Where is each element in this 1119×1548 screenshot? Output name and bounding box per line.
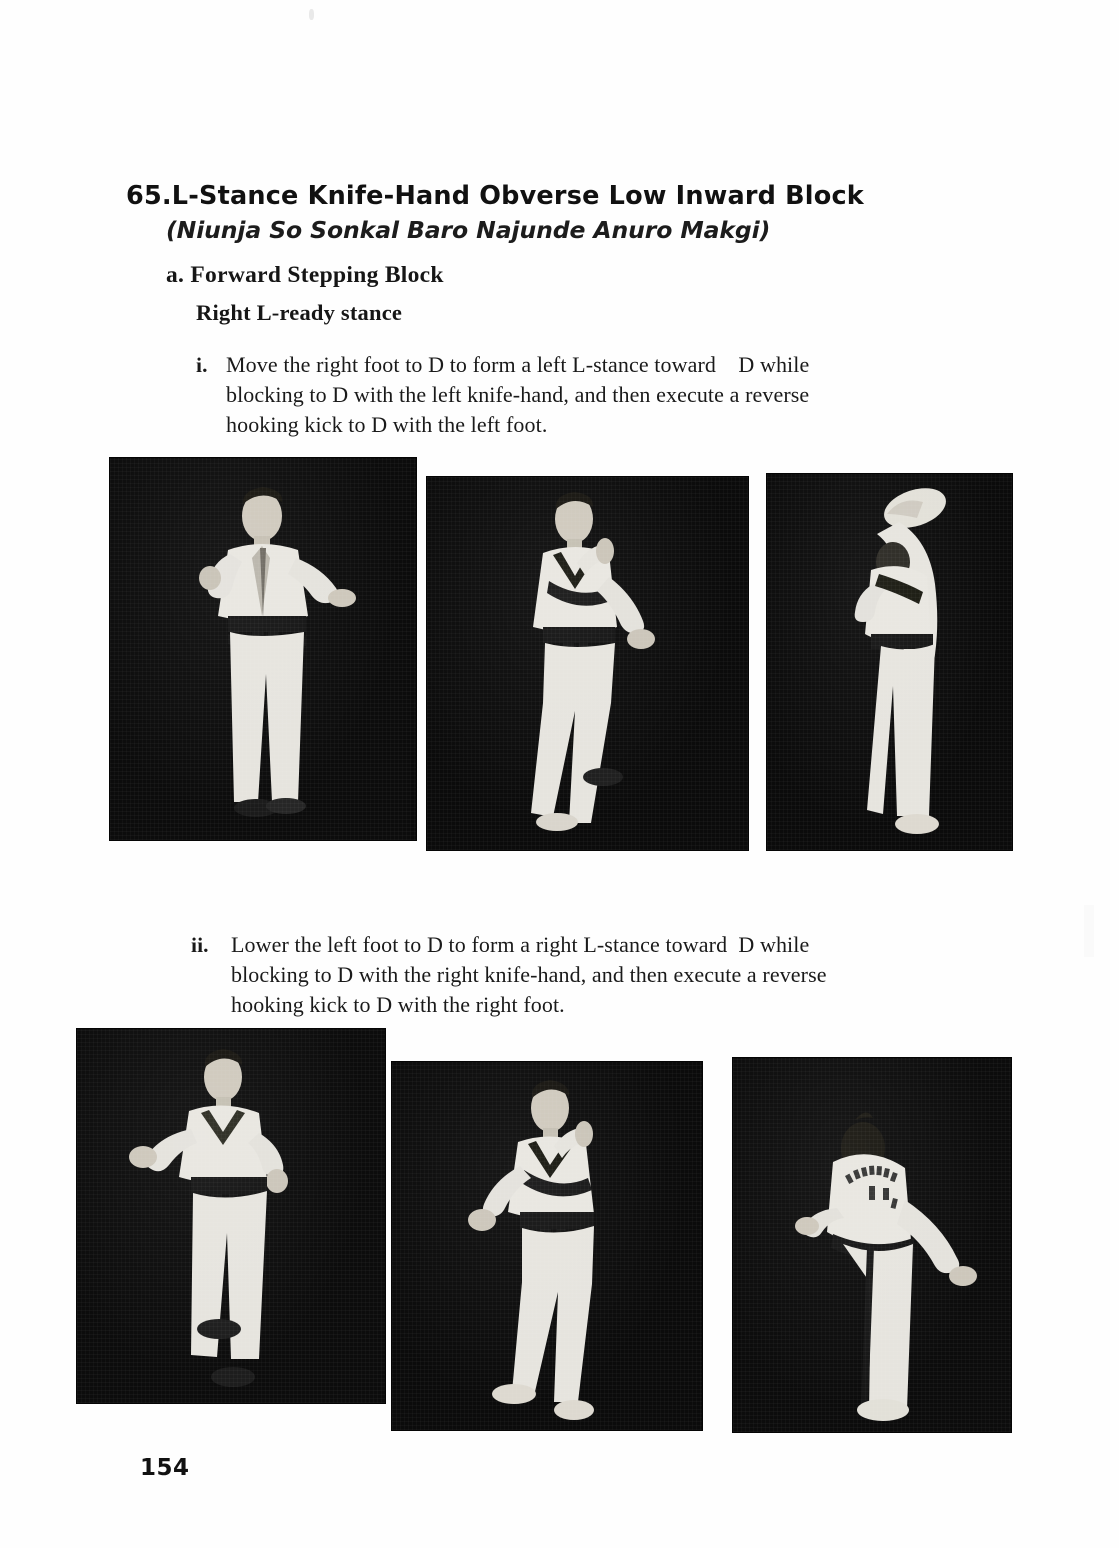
photo-figure-rear-hooking-kick <box>733 1058 1011 1432</box>
step-ii-paragraph <box>191 930 986 1020</box>
step-ii-line-3: hooking kick to D with the right foot. <box>231 992 565 1017</box>
step-ii-body <box>231 930 986 1020</box>
photo-figure-hooking-kick <box>767 474 1012 850</box>
section-title-text: L-Stance Knife-Hand Obverse Low Inward Block <box>171 181 864 211</box>
section-number-dot: . <box>161 181 172 211</box>
page-number: 154 <box>140 1455 190 1481</box>
photo-step-ii-1 <box>77 1029 385 1403</box>
photo-figure-stepping-block <box>427 477 748 850</box>
step-i-line-3: hooking kick to D with the left foot. <box>226 412 548 437</box>
photo-figure-ready-stance <box>110 458 416 840</box>
step-i-paragraph <box>196 350 986 440</box>
scan-artifact-edge <box>1084 905 1094 957</box>
step-ii-line-1: Lower the left foot to D to form a right L-stance toward D while <box>231 932 810 957</box>
page-title <box>126 181 986 211</box>
scan-artifact-speck <box>309 9 314 20</box>
photo-step-i-3 <box>767 474 1012 850</box>
subsection-a-label: a. Forward Stepping Block <box>166 262 444 288</box>
step-ii-marker: ii. <box>191 933 209 957</box>
section-number: 65 <box>126 181 162 211</box>
page-title-block <box>126 181 986 244</box>
korean-romanization: (Niunja So Sonkal Baro Najunde Anuro Makgi) <box>166 216 771 244</box>
photo-step-ii-3 <box>733 1058 1011 1432</box>
step-i-marker: i. <box>196 353 208 377</box>
photo-figure-right-l-stance-block <box>392 1062 702 1430</box>
step-i-line-2: blocking to D with the left knife-hand, and then execute a reverse <box>226 382 810 407</box>
photo-step-i-2 <box>427 477 748 850</box>
photo-step-i-1 <box>110 458 416 840</box>
step-ii-line-2: blocking to D with the right knife-hand, and then execute a reverse <box>231 962 827 987</box>
ready-stance-label: Right L-ready stance <box>196 300 403 325</box>
photo-figure-lowering-foot <box>77 1029 385 1403</box>
step-i-line-1: Move the right foot to D to form a left L-stance toward D while <box>226 352 810 377</box>
photo-step-ii-2 <box>392 1062 702 1430</box>
step-i-body <box>226 350 986 440</box>
